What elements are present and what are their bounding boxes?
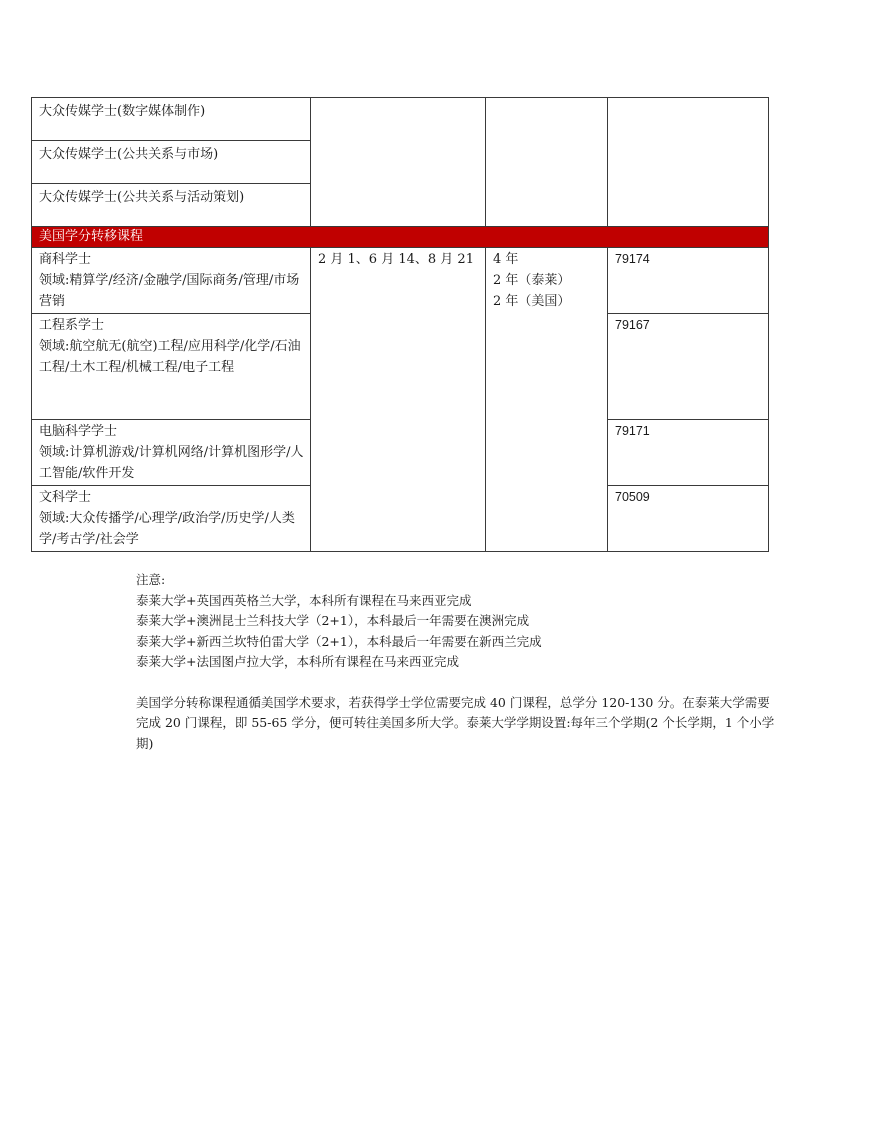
- program-name: 大众传媒学士(数字媒体制作): [39, 104, 206, 119]
- intake-cell-empty: [311, 98, 486, 227]
- program-cell: [32, 141, 311, 184]
- table-row: [32, 98, 769, 141]
- notes-paragraph: 美国学分转称课程通循美国学术要求，若获得学士学位需要完成 40 门课程，总学分 120-130 分。在泰莱大学需要完成 20 门课程，即 55-65 学分，便可转往美国多所大学。泰莱大学学期设置:每年三个学期(2 个长学期，1 个小学期): [136, 694, 775, 751]
- program-name: 大众传媒学士(公共关系与市场): [39, 147, 219, 162]
- section-header-row: [32, 227, 769, 248]
- program-cell: [32, 184, 311, 227]
- program-code: 70509: [608, 486, 769, 552]
- notes-section: [136, 570, 776, 754]
- duration-cell: [486, 248, 608, 552]
- programs-table: [31, 97, 769, 552]
- program-cell: [32, 486, 311, 552]
- program-fields: 领域:精算学/经济/金融学/国际商务/管理/市场营销: [39, 273, 300, 309]
- duration-taylors: 2 年（泰莱）: [493, 273, 571, 288]
- table-row: [32, 248, 769, 314]
- program-cell: [32, 420, 311, 486]
- program-fields: 领域:航空航无(航空)工程/应用科学/化学/石油工程/土木工程/机械工程/电子工程: [39, 339, 301, 375]
- program-name: 大众传媒学士(公共关系与活动策划): [39, 190, 245, 205]
- program-cell: [32, 248, 311, 314]
- duration-usa: 2 年（美国）: [493, 294, 571, 309]
- note-line: 泰莱大学+澳洲昆士兰科技大学（2+1），本科最后一年需要在澳洲完成: [136, 613, 530, 628]
- duration-cell-empty: [486, 98, 608, 227]
- program-code: 79174: [608, 248, 769, 314]
- code-cell-empty: [608, 98, 769, 227]
- program-title: 商科学士: [39, 252, 92, 267]
- program-title: 工程系学士: [39, 318, 105, 333]
- program-title: 文科学士: [39, 490, 92, 505]
- intake-dates: [311, 248, 486, 552]
- program-title: 电脑科学学士: [39, 424, 118, 439]
- notes-heading: 注意:: [136, 572, 166, 587]
- program-cell: [32, 98, 311, 141]
- program-code: 79171: [608, 420, 769, 486]
- section-title: 美国学分转移课程: [32, 227, 769, 248]
- program-fields: 领域:计算机游戏/计算机网络/计算机图形学/人工智能/软件开发: [39, 445, 304, 481]
- spacer: [136, 673, 776, 693]
- program-fields: 领域:大众传播学/心理学/政治学/历史学/人类学/考古学/社会学: [39, 511, 295, 547]
- intake-dates-text: 2 月 1、6 月 14、8 月 21: [318, 252, 474, 267]
- duration-total: 4 年: [493, 252, 519, 267]
- program-code: 79167: [608, 314, 769, 420]
- note-line: 泰莱大学+新西兰坎特伯雷大学（2+1），本科最后一年需要在新西兰完成: [136, 633, 542, 649]
- note-line: 泰莱大学+法国图卢拉大学，本科所有课程在马来西亚完成: [136, 654, 459, 669]
- program-cell: [32, 314, 311, 420]
- note-line: 泰莱大学+英国西英格兰大学，本科所有课程在马来西亚完成: [136, 592, 472, 608]
